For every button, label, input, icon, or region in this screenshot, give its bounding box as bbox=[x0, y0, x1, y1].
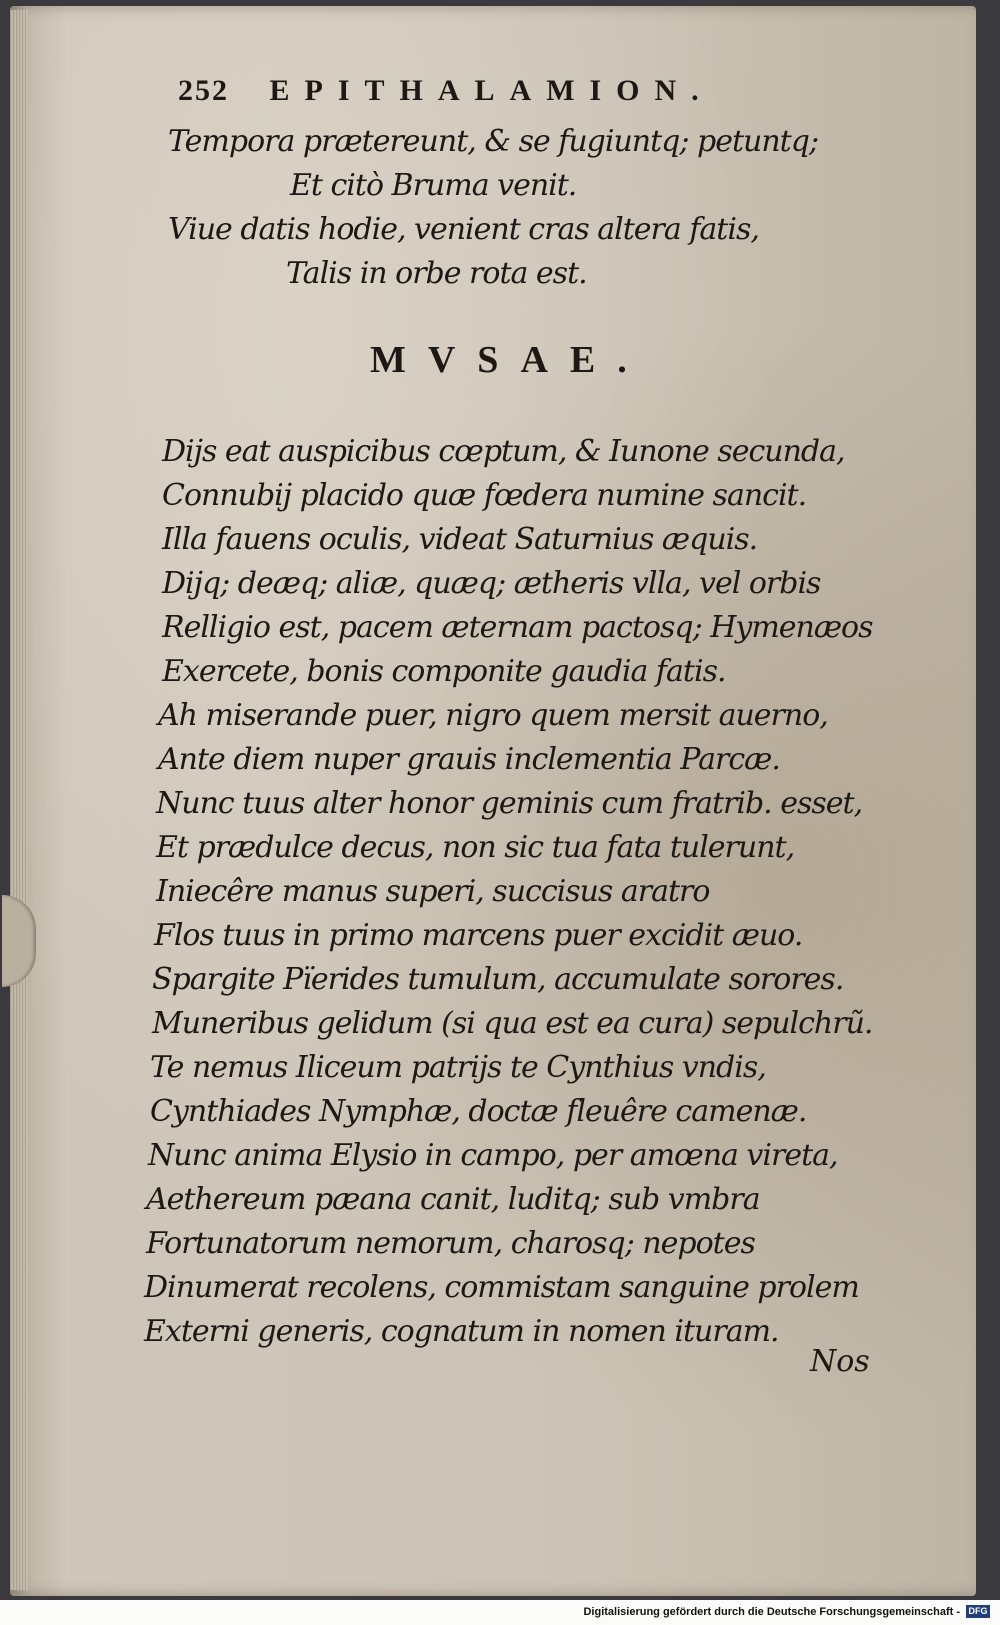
verse-line: Flos tuus in primo marcens puer excidit æuo. bbox=[154, 918, 803, 953]
verse-line: Illa fauens oculis, videat Saturnius æquis. bbox=[162, 522, 758, 557]
verse-line: Te nemus Iliceum patrijs te Cynthius vndis, bbox=[150, 1050, 766, 1085]
verse-line: Muneribus gelidum (si qua est ea cura) sepulchrũ. bbox=[152, 1006, 873, 1041]
page-number: 252 bbox=[178, 74, 229, 107]
verse-line: Nunc anima Elysio in campo, per amœna vireta, bbox=[148, 1138, 838, 1173]
dfg-logo: DFG bbox=[966, 1605, 990, 1618]
verse-line: Fortunatorum nemorum, charosq; nepotes bbox=[146, 1226, 755, 1261]
verse-line: Talis in orbe rota est. bbox=[286, 256, 587, 291]
running-header bbox=[178, 74, 778, 108]
page-text bbox=[10, 6, 976, 1596]
verse-line: Tempora prætereunt, & se fugiuntq; petuntq; bbox=[168, 124, 819, 159]
digitization-credit: Digitalisierung gefördert durch die Deutsche Forschungsgemeinschaft - bbox=[583, 1606, 960, 1618]
section-heading: MVSAE. bbox=[370, 339, 649, 381]
verse-line: Ante diem nuper grauis inclementia Parcæ. bbox=[158, 742, 780, 777]
verse-line: Externi generis, cognatum in nomen ituram. bbox=[144, 1314, 779, 1349]
verse-line: Aethereum pæana canit, luditq; sub vmbra bbox=[146, 1182, 760, 1217]
verse-line: Nunc tuus alter honor geminis cum fratrib. esset, bbox=[156, 786, 863, 821]
verse-line: Et prædulce decus, non sic tua fata tulerunt, bbox=[156, 830, 795, 865]
verse-line: Exercete, bonis componite gaudia fatis. bbox=[162, 654, 726, 689]
verse-line: Relligio est, pacem æternam pactosq; Hymenæos bbox=[162, 610, 873, 645]
verse-line: Dinumerat recolens, commistam sanguine prolem bbox=[144, 1270, 859, 1305]
verse-line: Iniecêre manus superi, succisus aratro bbox=[156, 874, 710, 909]
verse-line: Ah miserande puer, nigro quem mersit auerno, bbox=[158, 698, 828, 733]
verse-line: Dijq; deæq; aliæ, quæq; ætheris vlla, vel orbis bbox=[162, 566, 821, 601]
verse-line: Viue datis hodie, venient cras altera fatis, bbox=[168, 212, 759, 247]
verse-line: Dijs eat auspicibus cœptum, & Iunone secunda, bbox=[162, 434, 845, 469]
verse-line: Spargite Pïerides tumulum, accumulate sorores. bbox=[152, 962, 844, 997]
verse-line: Connubij placido quæ fœdera numine sancit. bbox=[162, 478, 807, 513]
catchword: Nos bbox=[810, 1344, 870, 1379]
running-title: EPITHALAMION. bbox=[269, 74, 714, 107]
verse-line: Cynthiades Nymphæ, doctæ fleuêre camenæ. bbox=[150, 1094, 807, 1129]
verse-line: Et citò Bruma venit. bbox=[290, 168, 577, 203]
